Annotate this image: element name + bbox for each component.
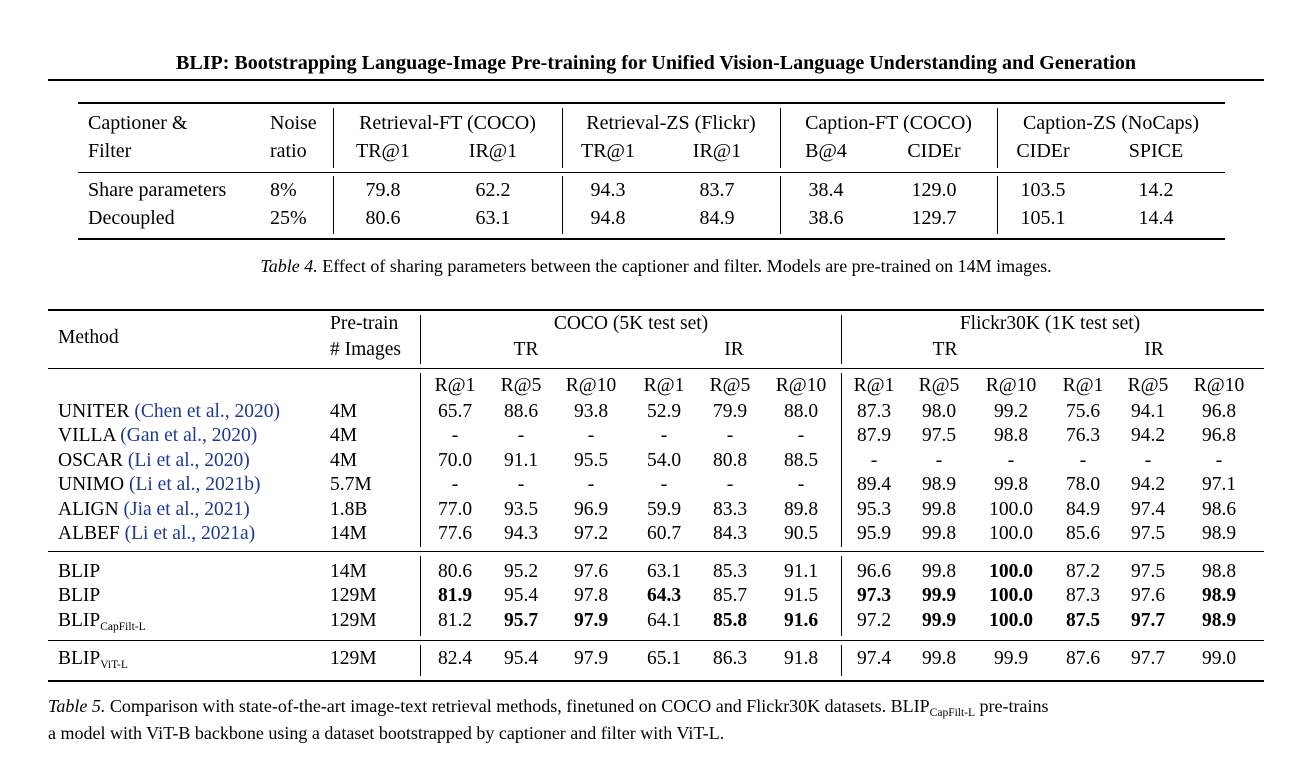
- t4-cell: 83.7: [699, 179, 735, 201]
- t5-row-method: [58, 648, 128, 671]
- t5-row-method: [58, 401, 280, 423]
- t4-row-name: Decoupled: [88, 207, 175, 229]
- t5-metric-header: R@10: [775, 375, 827, 396]
- t5-citation-link[interactable]: (Li et al., 2020): [127, 450, 250, 471]
- t4-header-caption-ft: Caption-FT (COCO): [805, 112, 972, 134]
- t5-cell: 87.2: [1065, 561, 1101, 582]
- t5-cell: 76.3: [1065, 425, 1101, 446]
- t5-cell: 93.8: [573, 401, 609, 422]
- t5-method-name: BLIP: [58, 585, 101, 606]
- t5-cell: 59.9: [646, 499, 682, 520]
- t5-cell: 98.8: [1201, 561, 1237, 582]
- t5-cell: 63.1: [646, 561, 682, 582]
- t5-metric-header: R@1: [853, 375, 895, 396]
- t5-metric-header: R@5: [500, 375, 542, 396]
- t5-cell: 99.8: [921, 499, 957, 520]
- t5-cell: 91.8: [783, 648, 819, 669]
- t5-cell: -: [587, 474, 595, 495]
- t5-cell: 88.0: [783, 401, 819, 422]
- t5-cell: -: [587, 425, 595, 446]
- t5-cell: 97.2: [573, 523, 609, 544]
- t5-cell: 100.0: [989, 523, 1033, 544]
- t5-cell: 87.5: [1065, 610, 1101, 631]
- t4-col-header: CIDEr: [1016, 140, 1070, 162]
- t5-cell: 82.4: [437, 648, 473, 669]
- t5-metric-header: R@5: [709, 375, 751, 396]
- t5-cell: 89.4: [856, 474, 892, 495]
- t5-cell: -: [1007, 450, 1015, 471]
- t5-cell: 98.9: [1201, 523, 1237, 544]
- t5-cell: 97.9: [573, 648, 609, 669]
- t5-cell: 87.3: [1065, 585, 1101, 606]
- t5-cell: 90.5: [783, 523, 819, 544]
- t4-header-caption-zs: Caption-ZS (NoCaps): [1022, 112, 1200, 134]
- t5-cell: 95.4: [503, 648, 539, 669]
- t5-cell: 96.8: [1201, 425, 1237, 446]
- t5-row-images: 14M: [330, 523, 367, 544]
- t5-cell: 96.6: [856, 561, 892, 582]
- t5-cell: 94.2: [1130, 474, 1166, 495]
- t5-cell: 96.8: [1201, 401, 1237, 422]
- t5-cell: 97.6: [573, 561, 609, 582]
- t5-cell: 88.6: [503, 401, 539, 422]
- t5-metric-header: R@5: [1127, 375, 1169, 396]
- t5-cell: 97.5: [1130, 561, 1166, 582]
- t5-row-method: [58, 474, 261, 496]
- t5-row-method: [58, 450, 250, 472]
- t4-col-header: SPICE: [1128, 140, 1184, 162]
- t5-cell: 97.1: [1201, 474, 1237, 495]
- t5-cell: 94.2: [1130, 425, 1166, 446]
- t5-caption-line2: a model with ViT-B backbone using a dataset bootstrapped by captioner and filter with ViT-L.: [48, 723, 725, 743]
- t4-cell: 62.2: [475, 179, 511, 201]
- t5-header-coco-tr: TR: [513, 339, 539, 360]
- t5-cell: 95.7: [503, 610, 539, 631]
- t5-method-name: BLIP: [58, 648, 101, 669]
- t4-header-retrieval-ft: Retrieval-FT (COCO): [359, 112, 536, 134]
- t5-header-flickr-ir: IR: [1144, 339, 1164, 360]
- t4-cell: 14.4: [1138, 207, 1174, 229]
- t5-header-flickr: Flickr30K (1K test set): [959, 313, 1141, 334]
- t5-cell: 99.8: [921, 523, 957, 544]
- t4-cell: 63.1: [475, 207, 511, 229]
- t5-cell: 54.0: [646, 450, 682, 471]
- t5-cell: 81.2: [437, 610, 473, 631]
- t5-cell: -: [517, 474, 525, 495]
- t5-cell: 95.2: [503, 561, 539, 582]
- t5-cell: 97.5: [1130, 523, 1166, 544]
- t5-cell: 96.9: [573, 499, 609, 520]
- t5-method-subscript: CapFilt-L: [100, 621, 146, 633]
- t4-col-header: B@4: [805, 140, 847, 162]
- t4-header-filter: Filter: [88, 140, 132, 162]
- t5-cell: 80.8: [712, 450, 748, 471]
- t5-cell: 64.3: [646, 585, 682, 606]
- t5-cell: 97.9: [573, 610, 609, 631]
- t4-row-noise: 8%: [270, 179, 297, 201]
- t4-header-rule: [78, 172, 1225, 173]
- t5-row-images: 129M: [330, 585, 377, 606]
- t4-header-retrieval-zs: Retrieval-ZS (Flickr): [586, 112, 756, 134]
- t5-cell: -: [797, 474, 805, 495]
- t5-cell: 77.6: [437, 523, 473, 544]
- t5-cell: 99.8: [921, 561, 957, 582]
- t5-cell: 99.2: [993, 401, 1029, 422]
- t4-caption: Table 4. Effect of sharing parameters between the captioner and filter. Models are pre-trained on 14M images.: [260, 256, 1052, 276]
- t5-cell: -: [870, 450, 878, 471]
- t5-row-images: 1.8B: [330, 499, 368, 520]
- t5-cell: 85.6: [1065, 523, 1101, 544]
- t5-cell: 75.6: [1065, 401, 1101, 422]
- t5-cell: 98.9: [1201, 610, 1237, 631]
- t5-cell: 87.6: [1065, 648, 1101, 669]
- t5-metric-header: R@1: [643, 375, 685, 396]
- t5-row-images: 129M: [330, 610, 377, 631]
- t5-cell: 91.6: [783, 610, 819, 631]
- t4-cell: 94.3: [590, 179, 626, 201]
- t5-cell: 97.6: [1130, 585, 1166, 606]
- t5-cell: 95.9: [856, 523, 892, 544]
- t5-method-name: ALIGN: [58, 499, 119, 520]
- t5-cell: 84.3: [712, 523, 748, 544]
- t5-cell: -: [1079, 450, 1087, 471]
- t5-citation-link[interactable]: (Jia et al., 2021): [123, 499, 250, 520]
- t5-cell: 97.5: [921, 425, 957, 446]
- t4-col-header: IR@1: [468, 140, 518, 162]
- t5-cell: -: [726, 474, 734, 495]
- t5-row-method: [58, 585, 100, 607]
- t5-row-images: 129M: [330, 648, 377, 669]
- t5-top-rule: [48, 309, 1264, 311]
- t4-col-header: TR@1: [581, 140, 635, 162]
- t5-cell: 52.9: [646, 401, 682, 422]
- t4-cell: 79.8: [365, 179, 401, 201]
- t5-cell: 93.5: [503, 499, 539, 520]
- t5-cell: 85.3: [712, 561, 748, 582]
- t5-cell: 98.9: [921, 474, 957, 495]
- t4-cell: 129.0: [911, 179, 957, 201]
- t5-header-coco: COCO (5K test set): [553, 313, 709, 334]
- t5-cell: 98.0: [921, 401, 957, 422]
- t5-metric-header: R@1: [1062, 375, 1104, 396]
- t5-cell: 99.9: [921, 585, 957, 606]
- t4-cell: 80.6: [365, 207, 401, 229]
- t5-method-name: UNITER: [58, 401, 130, 422]
- t5-header-flickr-tr: TR: [932, 339, 958, 360]
- t5-row-method: [58, 610, 146, 633]
- t5-caption: Table 5. Comparison with state-of-the-art image-text retrieval methods, finetuned on COCO and Flickr30K datasets. $BLIP_{CapFilt-L}$ pre-trains: [48, 696, 1049, 719]
- t5-cell: 65.1: [646, 648, 682, 669]
- t4-col-header: IR@1: [692, 140, 742, 162]
- t4-header-ratio: ratio: [270, 140, 307, 162]
- t5-cell: 99.8: [921, 648, 957, 669]
- t5-row-method: [58, 425, 257, 447]
- t5-group-rule: [48, 551, 1264, 552]
- t5-header-coco-ir: IR: [724, 339, 744, 360]
- t4-header-noise: Noise: [270, 112, 317, 134]
- t5-cell: -: [660, 474, 668, 495]
- t5-cell: 94.3: [503, 523, 539, 544]
- t5-cell: -: [726, 425, 734, 446]
- t4-cell: 94.8: [590, 207, 626, 229]
- t5-cell: -: [797, 425, 805, 446]
- t5-bottom-rule: [48, 680, 1264, 682]
- t5-row-images: 4M: [330, 401, 358, 422]
- t4-row-noise: 25%: [270, 207, 307, 229]
- title-rule: [48, 79, 1264, 81]
- t4-col-header: TR@1: [356, 140, 410, 162]
- t5-cell: 97.8: [573, 585, 609, 606]
- t5-cell: 100.0: [989, 585, 1033, 606]
- page-title: BLIP: Bootstrapping Language-Image Pre-training for Unified Vision-Language Understanding and Generation: [176, 52, 1136, 74]
- t4-cell: 105.1: [1020, 207, 1066, 229]
- t5-header-images: # Images: [330, 339, 401, 360]
- t5-cell: 98.6: [1201, 499, 1237, 520]
- t5-cell: 80.6: [437, 561, 473, 582]
- t5-cell: 85.8: [712, 610, 748, 631]
- t5-metric-header: R@5: [918, 375, 960, 396]
- t5-cell: -: [660, 425, 668, 446]
- t5-cell: 99.0: [1201, 648, 1237, 669]
- t5-row-method: [58, 523, 255, 545]
- t5-cell: 98.9: [1201, 585, 1237, 606]
- t5-citation-link[interactable]: (Gan et al., 2020): [120, 425, 258, 446]
- t5-cell: 99.9: [921, 610, 957, 631]
- t5-header-pretrain: Pre-train: [330, 313, 399, 334]
- t5-cell: -: [935, 450, 943, 471]
- t4-cell: 38.4: [808, 179, 844, 201]
- t5-cell: 97.4: [856, 648, 892, 669]
- t5-cell: 97.3: [856, 585, 892, 606]
- t5-cell: -: [517, 425, 525, 446]
- t5-group-rule: [48, 640, 1264, 641]
- t5-cell: 60.7: [646, 523, 682, 544]
- t5-cell: 83.3: [712, 499, 748, 520]
- t4-cell: 84.9: [699, 207, 735, 229]
- t5-cell: 95.4: [503, 585, 539, 606]
- t5-metric-header: R@10: [1193, 375, 1245, 396]
- t5-method-name: BLIP: [58, 610, 101, 631]
- t5-cell: 87.3: [856, 401, 892, 422]
- t5-citation-link[interactable]: (Li et al., 2021a): [124, 523, 256, 544]
- t5-cell: 78.0: [1065, 474, 1101, 495]
- t5-metric-header: R@1: [434, 375, 476, 396]
- t5-cell: 88.5: [783, 450, 819, 471]
- t5-cell: 85.7: [712, 585, 748, 606]
- t5-row-images: 4M: [330, 425, 358, 446]
- t5-cell: 100.0: [989, 610, 1033, 631]
- t5-row-images: 4M: [330, 450, 358, 471]
- t5-header-rule: [48, 368, 1264, 369]
- t5-cell: 95.3: [856, 499, 892, 520]
- t4-top-rule: [78, 102, 1225, 104]
- t5-citation-link[interactable]: (Li et al., 2021b): [128, 474, 261, 495]
- t5-method-name: VILLA: [58, 425, 116, 446]
- t5-cell: 91.1: [783, 561, 819, 582]
- t5-row-method: [58, 499, 250, 521]
- t5-cell: 65.7: [437, 401, 473, 422]
- t5-row-images: 5.7M: [330, 474, 372, 495]
- t4-row-name: Share parameters: [88, 179, 227, 201]
- t5-cell: 97.7: [1130, 648, 1166, 669]
- t5-cell: 97.7: [1130, 610, 1166, 631]
- t5-method-name: BLIP: [58, 561, 101, 582]
- t5-cell: 95.5: [573, 450, 609, 471]
- t5-cell: -: [1144, 450, 1152, 471]
- t5-cell: 81.9: [437, 585, 473, 606]
- t5-cell: 64.1: [646, 610, 682, 631]
- t5-citation-link[interactable]: (Chen et al., 2020): [134, 401, 281, 422]
- t4-bottom-rule: [78, 238, 1225, 240]
- t5-cell: -: [451, 474, 459, 495]
- t5-method-name: UNIMO: [58, 474, 125, 495]
- t4-cell: 14.2: [1138, 179, 1174, 201]
- t5-cell: 70.0: [437, 450, 473, 471]
- t5-row-images: 14M: [330, 561, 367, 582]
- t5-cell: 94.1: [1130, 401, 1166, 422]
- t5-cell: 89.8: [783, 499, 819, 520]
- t5-cell: 99.8: [993, 474, 1029, 495]
- t5-cell: 84.9: [1065, 499, 1101, 520]
- t5-cell: 97.4: [1130, 499, 1166, 520]
- t5-method-name: ALBEF: [58, 523, 120, 544]
- t5-metric-header: R@10: [565, 375, 617, 396]
- t5-row-method: [58, 561, 100, 583]
- t5-cell: 100.0: [989, 561, 1033, 582]
- t5-metric-header: R@10: [985, 375, 1037, 396]
- t5-method-subscript: ViT-L: [100, 659, 128, 671]
- t5-cell: 100.0: [989, 499, 1033, 520]
- t5-method-name: OSCAR: [58, 450, 124, 471]
- t5-cell: 91.1: [503, 450, 539, 471]
- t4-header-captioner: Captioner &: [88, 112, 188, 134]
- t5-cell: -: [1215, 450, 1223, 471]
- t5-cell: 79.9: [712, 401, 748, 422]
- t5-cell: 99.9: [993, 648, 1029, 669]
- t5-cell: 87.9: [856, 425, 892, 446]
- t5-cell: 77.0: [437, 499, 473, 520]
- t4-cell: 129.7: [911, 207, 957, 229]
- t4-cell: 103.5: [1020, 179, 1066, 201]
- t5-cell: 98.8: [993, 425, 1029, 446]
- t5-cell: 91.5: [783, 585, 819, 606]
- t4-cell: 38.6: [808, 207, 844, 229]
- t5-cell: -: [451, 425, 459, 446]
- t5-cell: 86.3: [712, 648, 748, 669]
- t5-header-method: Method: [58, 327, 119, 348]
- t4-col-header: CIDEr: [907, 140, 961, 162]
- t5-cell: 97.2: [856, 610, 892, 631]
